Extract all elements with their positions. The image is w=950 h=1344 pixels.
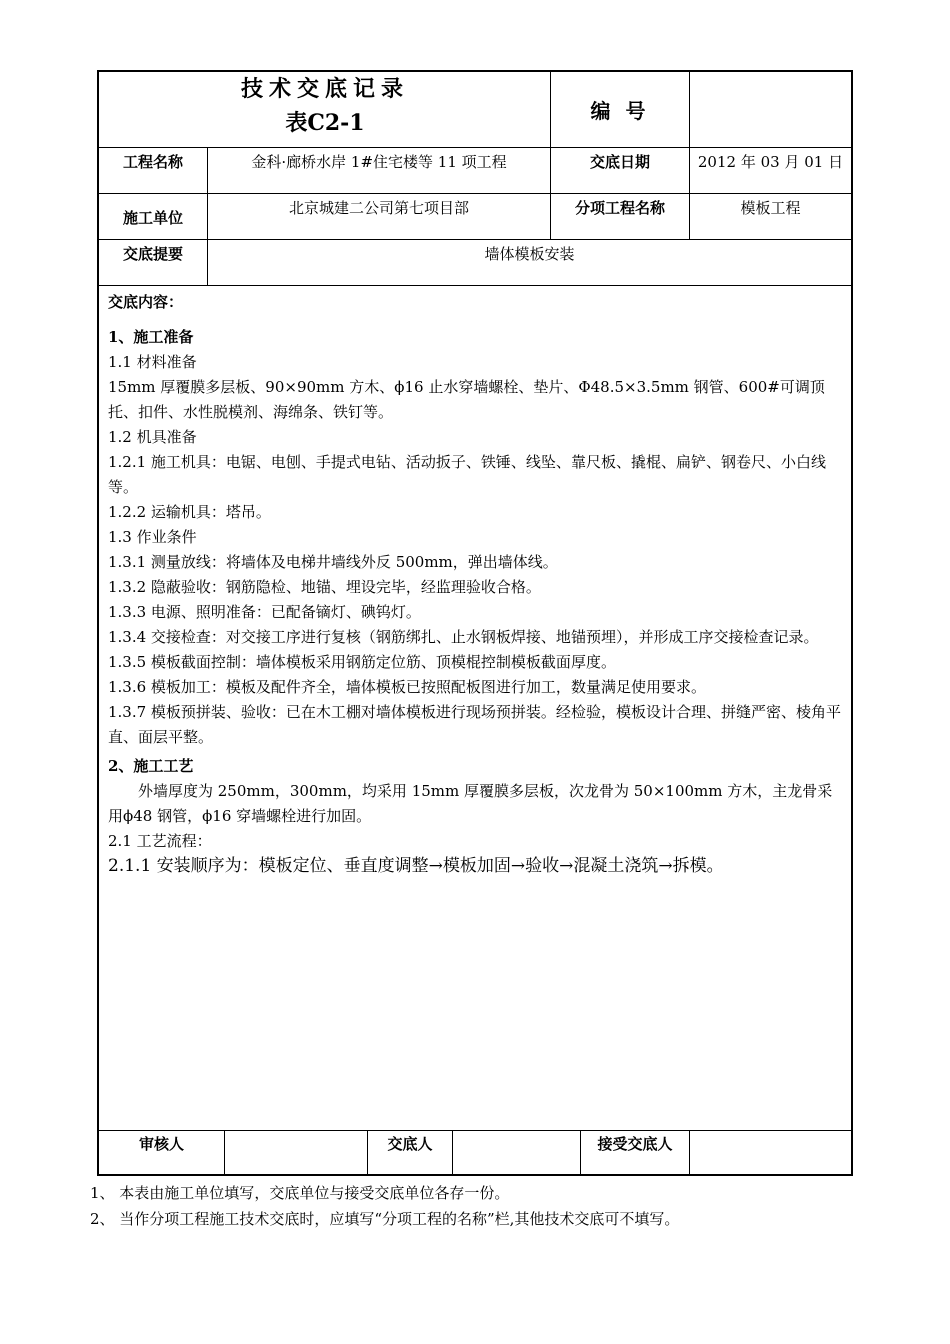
summary-value: 墙体模板安装 [484, 245, 575, 263]
content-line: 1.3.1 测量放线：将墙体及电梯井墙线外反 500mm，弹出墙体线。 [108, 553, 558, 571]
subproject-label: 分项工程名称 [574, 199, 665, 217]
content-line: 1.3.5 模板截面控制：墙体模板采用钢筋定位筋、顶模棍控制模板截面厚度。 [108, 653, 616, 671]
technical-disclosure-form [97, 70, 853, 1176]
content-heading: 交底内容： [108, 293, 184, 311]
footnotes [90, 1180, 679, 1232]
subproject-value: 模板工程 [740, 199, 801, 217]
content-line: 2、施工工艺 [108, 757, 194, 775]
footnote-2: 2、 当作分项工程施工技术交底时，应填写“分项工程的名称”栏,其他技术交底可不填写。 [90, 1210, 680, 1228]
content-line: 1、施工准备 [108, 328, 194, 346]
footnote-1: 1、 本表由施工单位填写，交底单位与接受交底单位各存一份。 [90, 1184, 510, 1202]
content-line: 1.3.2 隐蔽验收：钢筋隐检、地锚、埋设完毕，经监理验收合格。 [108, 578, 541, 596]
date-label: 交底日期 [589, 153, 650, 171]
summary-label: 交底提要 [122, 245, 183, 263]
column-divider [689, 1130, 690, 1176]
reviewer-label: 审核人 [138, 1135, 184, 1153]
content-line: 1.3.7 模板预拼装、验收：已在木工棚对墙体模板进行现场预拼装。经检验，模板设计合理、拼缝严密、棱角平直、面层平整。 [108, 703, 841, 746]
row-divider [99, 147, 851, 148]
receiver-label: 接受交底人 [597, 1135, 673, 1153]
content-line: 2.1 工艺流程： [108, 832, 212, 850]
content-line: 2.1.1 安装顺序为：模板定位、垂直度调整→模板加固→验收→混凝土浇筑→拆模。 [108, 856, 724, 876]
row-divider [99, 285, 851, 286]
date-value: 2012 年 03 月 01 日 [697, 153, 844, 171]
content-line: 1.2.2 运输机具：塔吊。 [108, 503, 271, 521]
content-line: 1.3.6 模板加工：模板及配件齐全，墙体模板已按照配板图进行加工，数量满足使用要求。 [108, 678, 706, 696]
row-divider [99, 1130, 851, 1131]
content-line: 1.1 材料准备 [108, 353, 197, 371]
content-line: 1.2.1 施工机具：电锯、电刨、手提式电钻、活动扳子、铁锤、线坠、靠尺板、撬棍、扁铲、钢卷尺、小白线等。 [108, 453, 826, 496]
content-line: 1.3 作业条件 [108, 528, 197, 546]
content-line: 15mm 厚覆膜多层板、90×90mm 方木、ϕ16 止水穿墙螺栓、垫片、Φ48.5×3.5mm 钢管、600#可调顶托、扣件、水性脱模剂、海绵条、铁钉等。 [108, 378, 825, 421]
content-line: 1.2 机具准备 [108, 428, 197, 446]
content-line: 外墙厚度为 250mm，300mm，均采用 15mm 厚覆膜多层板，次龙骨为 50×100mm 方木，主龙骨采用ϕ48 钢管，ϕ16 穿墙螺栓进行加固。 [108, 782, 833, 825]
content-line: 1.3.4 交接检查：对交接工序进行复核（钢筋绑扎、止水钢板焊接、地锚预埋），并形成工序交接检查记录。 [108, 628, 819, 646]
number-label: 编 号 [590, 99, 650, 123]
row-divider [99, 193, 851, 194]
discloser-label: 交底人 [387, 1135, 433, 1153]
construction-unit-label: 施工单位 [122, 209, 183, 227]
project-name-value: 金科·廊桥水岸 1#住宅楼等 11 项工程 [251, 153, 507, 171]
content-line: 1.3.3 电源、照明准备：已配备镝灯、碘钨灯。 [108, 603, 421, 621]
project-name-label: 工程名称 [122, 153, 183, 171]
row-divider [99, 239, 851, 240]
form-title: 技术交底记录 [240, 76, 409, 102]
column-divider [452, 1130, 453, 1176]
form-code: 表C2-1 [285, 110, 365, 136]
column-divider [224, 1130, 225, 1176]
disclosure-content [108, 290, 846, 879]
construction-unit-value: 北京城建二公司第七项目部 [288, 199, 469, 217]
